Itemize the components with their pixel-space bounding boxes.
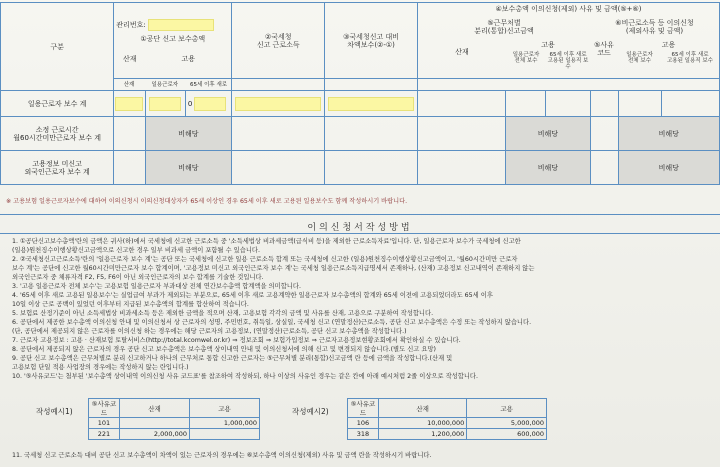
- instruction-line: (단, 공단에서 제공되지 않은 근로자를 이의신청 하는 경우에는 해당 근로자의 고용정보, (연말정산)근로소득, 공단 신고 보수총액을 작성합니다.): [12, 328, 407, 335]
- col6-all-b: 전체 보수: [627, 58, 651, 64]
- objection-table: [0, 2, 720, 185]
- col2-title-a: ②국세청: [264, 32, 292, 41]
- row3-c5-sanjae[interactable]: [417, 151, 505, 185]
- ex1-cell: 1,000,000: [190, 418, 260, 429]
- col1-sanjae: 산재: [123, 54, 137, 63]
- example2-table: [347, 398, 547, 440]
- row3-label-a: 고용정보 미신고: [32, 159, 82, 168]
- row3-col2[interactable]: [232, 151, 325, 185]
- instruction-line: (일용)원천징수이행상황신고금액으로 신고한 경우 일부 비과세 금액이 포함될 수 있습니다.: [12, 247, 260, 254]
- ex2-cell: 10,000,000: [379, 418, 467, 429]
- section-title: 이의신청서작성방법: [307, 223, 413, 233]
- ex1-head-sanjae: 산재: [120, 399, 190, 418]
- row2-label: [1, 117, 114, 151]
- instruction-line: 1. ①공단신고보수총액'란의 금액은 귀사(하)에서 국세청에 신고한 근로소득 중 '소득세법상 비과세금액(급식비 등)을 제외한 근로소득자료'입니다. 단, 일용근로자 보수가 국세청에 신고한: [12, 238, 521, 245]
- col5-all-a: 일용근로자: [512, 52, 540, 58]
- instruction-line: 5. 보험료 산정기준이 아닌 소득세법상 비과세소득 등은 제외한 금액을 적으며 산재, 고용보험 각각의 금액 및 사유를 산재, 고용으로 구분하여 작성합니다.: [12, 310, 434, 317]
- col5-title-a: ⑤근무처별: [487, 19, 521, 27]
- row2-c5-sanjae[interactable]: [417, 117, 505, 151]
- col6-65-b: 고용된 일용직 보수: [666, 58, 713, 64]
- row2-na: 비해당: [145, 117, 232, 151]
- col5-65-b: 고용된 일용직 보수: [547, 58, 589, 70]
- col6-title-a: ⑥비근로소득 등 이의신청: [615, 19, 694, 27]
- col6-all-a: 일용근로자: [626, 52, 653, 58]
- ex2-head-sanjae: 산재: [379, 399, 467, 418]
- col1-goyong: 고용: [181, 54, 196, 63]
- row3-na: 비해당: [145, 151, 232, 185]
- sub-col2: [232, 79, 325, 91]
- sub-col3: [325, 79, 418, 91]
- row1-code[interactable]: [590, 91, 618, 117]
- row2-sanjae[interactable]: [114, 117, 145, 151]
- instruction-line: 보수 계'는 공단에 신고한 월60시간미만근로자 보수 합계이며, '고용정보 미신고 외국인근로자 보수 계'는 국세청 일용근로소득지급명세서 존재하나, (산재) 고용정보 신고내역이 존재하지 않는: [12, 265, 535, 272]
- row3-label: [1, 151, 114, 185]
- row1-all[interactable]: [145, 91, 185, 117]
- row1-label: 일용근로자 보수 계: [1, 91, 114, 117]
- saryu-a: ⑤사유: [594, 41, 614, 49]
- instruction-line: 7. 근로자 고용정보 : 고용 · 산재보험 토탈서비스(http://total.kcomwel.or.kr) ⇒ 정보조회 ⇒ 보험가입정보 ⇒ 근로자고용정보현황조회에서 확인하실 수 있습니다.: [12, 337, 461, 344]
- instruction-line: 8. 공단에서 제공되지 않은 근로자의 경우 공단 신고 보수총액은 보수총액 상이내역 안내 및 이의신청서에 의해 신고 및 변경되지 않습니다.(별도 신고 요망): [12, 346, 437, 353]
- instruction-line: 6. 공단에서 제공한 보수총액 이의신청 안내 및 이의신청서 상 근로자의 성명, 주민번호, 취득일, 상실일, 국세청 신고 (연말정산)근로소득, 공단 신고 보수총액은 수정 또는 작성하지 않습니다.: [12, 319, 532, 326]
- row2-col3[interactable]: [325, 117, 418, 151]
- instruction-11: 11. 국세청 신고 근로소득 대비 공단 신고 보수총액이 차액이 있는 근로자의 경우에는 ⑥보수총액 이의신청(제외) 사유 및 금액 란을 작성하시기 바랍니다.: [12, 452, 432, 459]
- example1-table: [88, 398, 260, 440]
- col1-title: ①공단 신고 보수총액: [140, 34, 206, 43]
- col6-goyong: 고용: [661, 41, 676, 49]
- col5-goyong: 고용: [541, 41, 555, 49]
- instruction-line: 9. 공단 신고 보수총액은 근무처별로 분리 신고하거나 하나의 근무처로 통합 신고한 근로자는 ⑤근무처별 분리(통합)신고금액 란 등에 금액을 작성합니다.(산재 및: [12, 355, 453, 362]
- row1-sanjae[interactable]: [114, 91, 145, 117]
- divider-title: [0, 233, 720, 234]
- col6-title-b: (제외사유 및 금액): [625, 27, 684, 35]
- row1-c5-all[interactable]: [506, 91, 546, 117]
- row1-65[interactable]: [185, 91, 231, 117]
- header-col3: [325, 3, 418, 79]
- instruction-line: 4. '65세 이후 새로 고용된 일용보수'는 실업급여 부과가 제외되는 부분으로, 65세 이후 새로 고용계약한 일용근로자 보수총액의 합계와 65세 이전에 고용되었더라도 65세 이후: [12, 292, 493, 299]
- ex2-cell: 318: [348, 429, 379, 440]
- ex1-cell: 101: [89, 418, 120, 429]
- row2-col2[interactable]: [232, 117, 325, 151]
- row3-col3[interactable]: [325, 151, 418, 185]
- ex2-cell: 1,200,000: [379, 429, 467, 440]
- ex2-head-code: ⑤사유코드: [348, 399, 379, 418]
- row1-col3[interactable]: [325, 91, 418, 117]
- col5-65-a: 65세 이후 새로: [549, 52, 587, 58]
- row1-zero: 0: [187, 99, 193, 108]
- ex1-cell: [190, 429, 260, 440]
- col5-sanjae: 산재: [455, 48, 469, 56]
- row1-col2[interactable]: [232, 91, 325, 117]
- row2-label-b: 월60시간미만근로자 보수 계: [13, 133, 102, 142]
- ex2-cell: 600,000: [467, 429, 547, 440]
- instruction-line: 외국인근로자 중 체류자격 F2, F5, F6이 아닌 외국인근로자의 보수 합계를 기술한 것입니다.: [12, 274, 264, 281]
- row1-c5-sanjae[interactable]: [417, 91, 505, 117]
- row3-sanjae[interactable]: [114, 151, 145, 185]
- mgmt-number-field[interactable]: [148, 19, 214, 31]
- ex2-cell: 106: [348, 418, 379, 429]
- row3-c5-na: 비해당: [506, 151, 590, 185]
- header-col1: [114, 3, 232, 79]
- sub-sanjae: 산재: [123, 81, 135, 88]
- ex1-cell: 221: [89, 429, 120, 440]
- ex2-cell: 5,000,000: [467, 418, 547, 429]
- instruction-line: 10일 이상 근로 공백이 있었던 이후부터 지급된 보수총액의 합계를 합산하여 적습니다.: [12, 301, 249, 308]
- ex1-head-code: ⑤사유코드: [89, 399, 120, 418]
- row2-c5-na: 비해당: [506, 117, 590, 151]
- instruction-line: 3. '고용 일용근로자 전체 보수'는 고용보험 일용근로자 부과대상 전체 연간보수총액 합계액을 의미합니다.: [12, 283, 301, 290]
- col3-title-a: ③국세청신고 대비: [343, 32, 399, 41]
- row3-c6-na: 비해당: [618, 151, 719, 185]
- sub-header-filler: [114, 79, 232, 91]
- example1-label: 작성예시1): [36, 407, 73, 416]
- row3-label-b: 외국인근로자 보수 계: [24, 167, 90, 176]
- instruction-line: 고용보험 단일 적용 사업장의 경우에는 작성하지 않는 란입니다.): [12, 364, 189, 371]
- saryu-b: 코드: [597, 49, 611, 57]
- ex2-head-goyong: 고용: [467, 399, 547, 418]
- sub-all: 일용근로자: [151, 81, 179, 88]
- row2-code[interactable]: [590, 117, 618, 151]
- col3-title-b: 차액보수(②-①): [347, 40, 395, 49]
- row2-label-a: 소정 근로시간: [35, 125, 79, 134]
- col4-title: ④보수총액 이의신청(제외) 사유 및 금액(⑤+⑥): [495, 5, 642, 13]
- row3-code[interactable]: [590, 151, 618, 185]
- ex1-cell: [120, 418, 190, 429]
- instruction-line: 10. '⑤사유코드'는 첨부된 '보수총액 상이내역 이의신청 사유 코드표'를 참조하여 작성하되, 하나 이상의 사유인 경우는 같은 칸에 아래 예시처럼 2줄 이상으로 작성합니다.: [12, 373, 479, 380]
- row2-c6-na: 비해당: [618, 117, 719, 151]
- col2-title-b: 신고 근로소득: [256, 40, 300, 49]
- header-col2: [232, 3, 325, 79]
- header-gubun: 구분: [1, 3, 114, 91]
- row1-c6-all[interactable]: [618, 91, 661, 117]
- example2-label: 작성예시2): [292, 407, 329, 416]
- col5-title-b: 분리(통합)신고금액: [474, 27, 534, 35]
- ex1-cell: 2,000,000: [120, 429, 190, 440]
- mgmt-label: 관리번호:: [116, 20, 146, 29]
- sub-65: 65세 이후 새로: [190, 81, 228, 88]
- ex1-head-goyong: 고용: [190, 399, 260, 418]
- col5-all-b: 전체 보수: [514, 58, 538, 64]
- col6-65-a: 65세 이후 새로: [671, 52, 709, 58]
- sub-col4: [417, 79, 719, 91]
- instruction-line: 2. ②국세청신고근로소득'란의 '일용근로자 보수 계'는 공단 또는 국세청에 신고한 일용 근로소득 합계 또는 국세청에 신고한 (일용)원천징수이행상황신고금액이고, '월60시간미만 근로자: [12, 256, 518, 263]
- row1-c6-65[interactable]: [661, 91, 719, 117]
- row1-c5-65[interactable]: [546, 91, 590, 117]
- divider-top: [0, 214, 720, 215]
- footnote: ※ 고용보험 일용근로자보수에 대하여 이의신청시 이의신청대상자가 65세 이상인 경우 65세 이후 새로 고용된 일용보수도 함께 작성하시기 바랍니다.: [6, 198, 408, 205]
- header-col4: [417, 3, 719, 79]
